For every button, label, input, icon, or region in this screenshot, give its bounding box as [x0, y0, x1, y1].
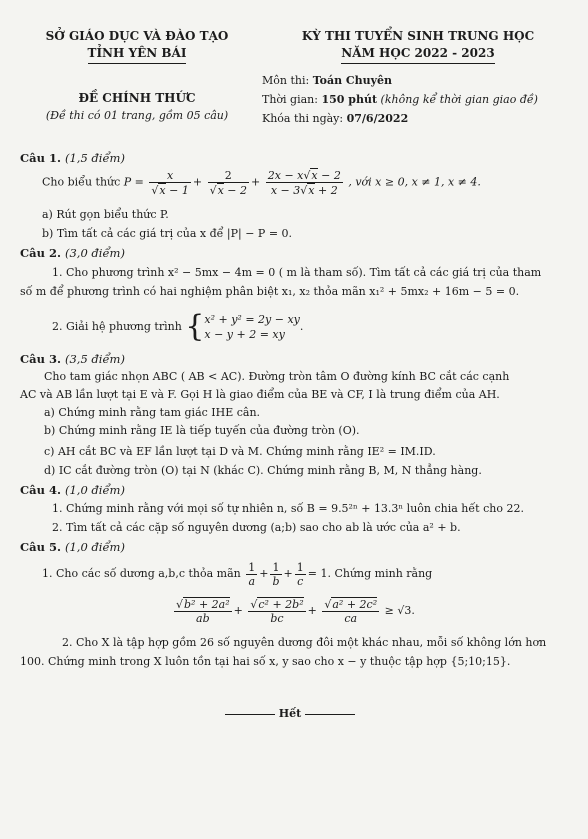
q3-title: Câu 3. (3,5 điểm): [20, 352, 125, 366]
fraction-1: $\frac{x}{√x - 1}$: [151, 168, 189, 197]
q5-title: Câu 5. (1,0 điểm): [20, 540, 125, 554]
q1-title: Câu 1. (1,5 điểm): [20, 151, 125, 165]
department-name: SỞ GIÁO DỤC VÀ ĐÀO TẠO: [45, 29, 229, 43]
subject-row: Môn thi: Toán Chuyên: [262, 74, 393, 87]
q3-part-b: b) Chứng minh rằng IE là tiếp tuyến của đường tròn (O).: [44, 424, 360, 437]
q2-title: Câu 2. (3,0 điểm): [20, 246, 125, 260]
time-note: (không kể thời gian giao đề): [380, 93, 538, 106]
subject-value: Toán Chuyên: [312, 74, 393, 87]
system-brace: {: [185, 309, 205, 344]
q5-inequality: $\frac{\text{√b² + 2a²}}{ab}$ + $\frac{\text{√c² + 2b²}}{bc}$ + $\frac{\text{√a² + 2c²}}{ca}$ ≥ √3.: [176, 598, 415, 625]
exam-name: KỲ THI TUYỂN SINH TRUNG HỌC: [301, 29, 535, 43]
q4-part2: 2. Tìm tất cả các cặp số nguyên dương (a;b) sao cho ab là ước của a² + b.: [52, 521, 461, 534]
q1-condition: , với x ≥ 0, x ≠ 1, x ≠ 4.: [348, 175, 481, 189]
q1-part-a: a) Rút gọn biểu thức P.: [42, 208, 169, 221]
q2-part1-line2: số m để phương trình có hai nghiệm phân biệt x₁, x₂ thỏa mãn x₁² + 5mx₂ + 16m − 5 = 0.: [20, 285, 520, 298]
end-marker: Hết: [220, 707, 360, 720]
province-name: TỈNH YÊN BÁI: [88, 45, 187, 64]
fraction-2: $\frac{2}{√x - 2}$: [209, 168, 248, 197]
q3-line2: AC và AB lần lượt tại E và F. Gọi H là giao điểm của BE và CF, I là trung điểm của AH.: [20, 388, 500, 401]
exam-header: [268, 28, 568, 64]
date-value: 07/6/2022: [346, 112, 409, 125]
q3-part-c: c) AH cắt BC và EF lần lượt tại D và M. Chứng minh rằng IE² = IM.ID.: [44, 445, 436, 458]
q5-part1-condition: 1. Cho các số dương a,b,c thỏa mãn $\frac{1}{a}$ + $\frac{1}{b}$ + $\frac{1}{c}$ = 1. Chứng minh rằng: [42, 560, 433, 588]
school-year: NĂM HỌC 2022 - 2023: [341, 45, 494, 64]
time-row: Thời gian: 150 phút (không kể thời gian giao đề): [262, 93, 538, 106]
q2-part2: 2. Giải hệ phương trình {x² + y² = 2y − xy x − y + 2 = xy.: [52, 309, 304, 344]
q5-part2-line2: 100. Chứng minh trong X luôn tồn tại hai số x, y sao cho x − y thuộc tập hợp {5;10;15}.: [20, 655, 511, 668]
q1-part-b: b) Tìm tất cả các giá trị của x để |P| − P = 0.: [42, 227, 293, 240]
department-header: [22, 28, 252, 64]
q5-part2-line1: 2. Cho X là tập hợp gồm 26 số nguyên dương đôi một khác nhau, mỗi số không lớn hơn: [62, 636, 547, 649]
fraction-3: $\frac{2x - x√x - 2}{x - 3√x + 2}$: [267, 169, 341, 197]
q4-part1: 1. Chứng minh rằng với mọi số tự nhiên n, số B = 9.5²ⁿ + 13.3ⁿ luôn chia hết cho 22.: [52, 502, 524, 515]
equation-system: x² + y² = 2y − xy x − y + 2 = xy: [204, 313, 300, 341]
date-row: Khóa thi ngày: 07/6/2022: [262, 112, 409, 125]
exam-meta: [262, 71, 538, 128]
q3-part-d: d) IC cắt đường tròn (O) tại N (khác C). Chứng minh rằng B, M, N thẳng hàng.: [44, 464, 482, 477]
q3-line1: Cho tam giác nhọn ABC ( AB < AC). Đường tròn tâm O đường kính BC cắt các cạnh: [44, 370, 510, 383]
official-label: ĐỀ CHÍNH THỨC: [78, 91, 196, 105]
q3-part-a: a) Chứng minh rằng tam giác IHE cân.: [44, 406, 261, 419]
pages-note: (Đề thi có 01 trang, gồm 05 câu): [45, 109, 229, 122]
q2-part1-line1: 1. Cho phương trình x² − 5mx − 4m = 0 ( m là tham số). Tìm tất cả các giá trị của tham: [52, 266, 542, 279]
time-value: 150 phút: [321, 93, 378, 106]
q4-title: Câu 4. (1,0 điểm): [20, 483, 125, 497]
q1-expression: Cho biểu thức P = $\frac{x}{√x - 1}$ + $\frac{2}{√x - 2}$ + $\frac{2x - x√x - 2}{x - 3√x + 2}$ , với x ≥ 0, x ≠ 1, x ≠ 4.: [42, 168, 481, 197]
